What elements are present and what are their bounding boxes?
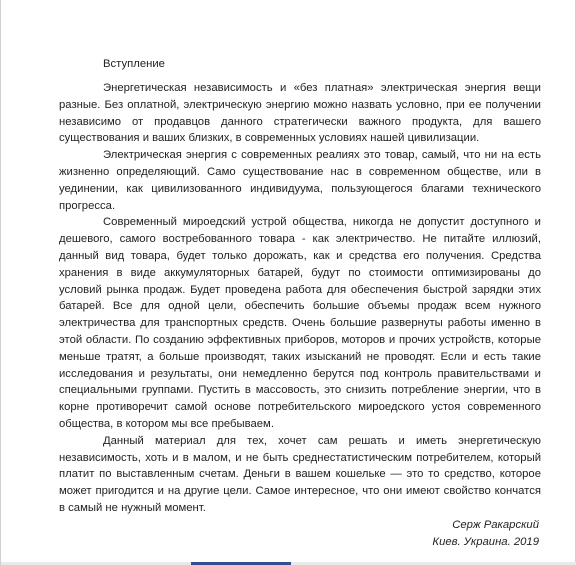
section-heading: Вступление — [103, 58, 165, 70]
document-body — [59, 56, 541, 517]
paragraph-intro: Энергетическая независимость и «без платная» электрическая энергия вещи разные. Без оплатной, электрическую энергию можно назвать условно, при ее получении независимо от продавцов данного стратегически важного продукта, для вашего существования и ваших близких, в современных условиях нашей цивилизации. — [59, 82, 541, 145]
paragraph-electricity-as-product: Электрическая энергия с современных реалиях это товар, самый, что ни на есть жизненно определяющий. Само существование нас в современном обществе, или в уединении, как цивилизованного индивидуума, пользующегося благами технического прогресса. — [59, 149, 541, 212]
signature-author: Серж Ракарский — [452, 519, 539, 531]
signature-place-date: Киев. Украина. 2019 — [432, 536, 539, 548]
paragraph-audience: Данный материал для тех, хочет сам решать и иметь энергетическую независимость, хоть и в малом, и не быть среднестатистическим потребителем, который платит по выставленным счетам. Деньги в вашем кошельке — это то средство, которое может пригодится и на другие цели. Самое интересное, что они имеют свойство кончатся в самый не нужный момент. — [59, 434, 541, 514]
signature-block — [432, 517, 539, 551]
paragraph-market-critique: Современный мироедский устрой общества, никогда не допустит доступного и дешевого, самого востребованного товара - как электричество. Не питайте иллюзий, данный вид товара, будет только дорожать, как и средства его получения. Средства хранения в виде аккумуляторных батарей, будут по стоимости оптимизированы до условий рынка продаж. Будет проведена работа для обеспечения быстрой зарядки этих батарей. Все для одной цели, обеспечить большие объемы продаж всем нужного электричества для транспортных средств. Очень большие развернуты работы именно в этой области. По созданию эффективных приборов, моторов и прочих устройств, которые меньше тратят, а больше производят, таких изысканий не проводят. Если и есть такие исследования и результаты, они немедленно берутся под контроль правительствами и специальными группами. Пустить в массовость, это снизить потребление энергии, что в корне противоречит самой основе потребительского мироедского устоя современного общества, в котором мы все пребываем. — [59, 216, 541, 430]
